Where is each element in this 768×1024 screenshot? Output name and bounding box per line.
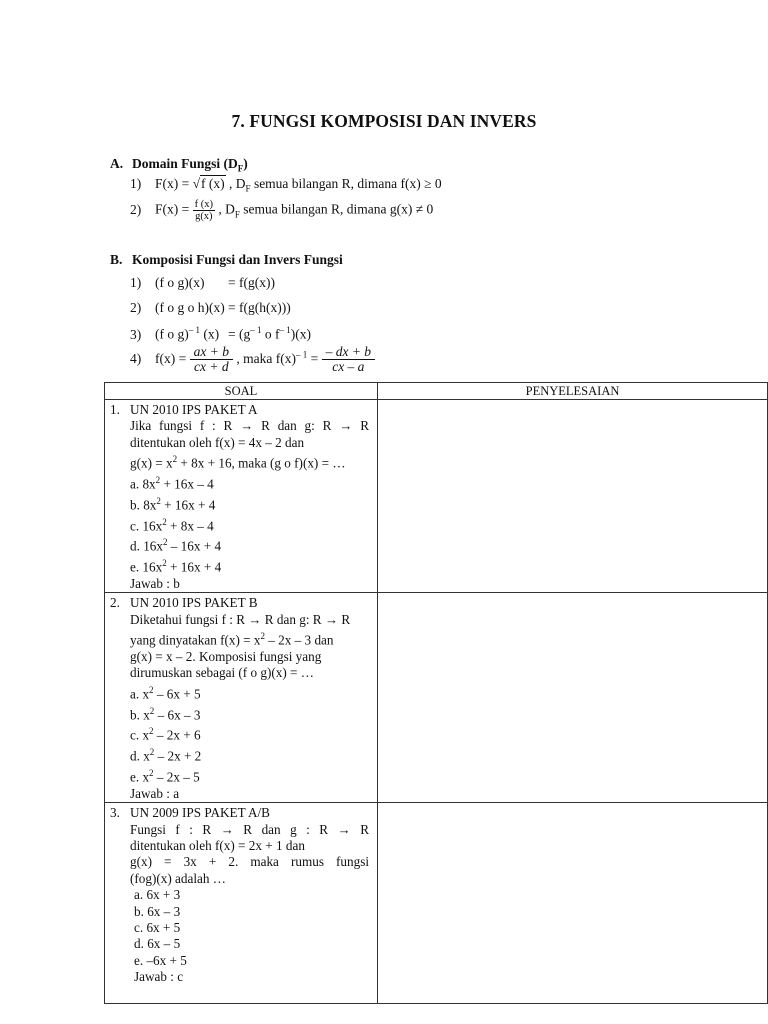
formula-eq: = [307,350,322,366]
question-text: $g(x) = x^2 + 8x + 16$, maka (g o f)(x) = … [130,454,346,471]
formula-rest: , D [215,201,235,217]
section-b-letter: B. [110,252,123,267]
option-c: c. 6x + 5 [134,920,181,936]
fraction-denominator: g(x) [195,211,213,223]
question-number: 3. [110,805,120,821]
formula-sub: F [234,209,240,220]
fraction-denominator: cx + d [193,359,229,375]
fraction [322,345,375,374]
option-a: a. $x^2 - 6x + 5$ [130,684,201,702]
question-source: UN 2010 IPS PAKET B [130,595,258,611]
fraction-numerator: ax + b [190,345,233,360]
question-number: 1. [110,402,120,417]
domain-item-2 [130,199,433,222]
lhs-sup: – 1 [188,325,200,335]
rhs-part: = (g [228,326,251,342]
item-number: 3) [130,326,142,342]
section-a-letter: A. [110,156,124,171]
question-cell-1 [105,400,378,593]
section-a-end: ) [243,156,248,171]
option-d: d. 6x – 5 [134,936,181,952]
answer-text: Jawab : a [130,785,180,801]
answer-cell-1[interactable] [378,400,768,593]
option-c: c. $16x^2 + 8x - 4$ [130,516,214,533]
section-a-sub: F [237,163,244,174]
option-e: e. $16x^2 + 16x + 4$ [130,558,222,575]
question-source: UN 2009 IPS PAKET A/B [130,805,270,821]
header-soal: SOAL [105,383,378,400]
fraction-numerator: f (x) [194,199,213,210]
item-number: 4) [130,350,142,366]
formula-lhs [155,325,228,343]
section-a-title: Domain Fungsi (D [132,156,238,171]
composition-item-4 [130,345,375,374]
formula-rest: , D [225,176,246,191]
question-text: g(x) = 3x + 2. maka rumus fungsi [130,854,369,870]
option-d: d. $16x^2 - 16x + 4$ [130,537,222,554]
item-number: 2) [130,201,142,217]
composition-item-3 [130,325,311,343]
fraction-denominator: cx – a [332,359,365,375]
option-d: d. $x^2 - 2x + 2$ [130,747,202,764]
fraction [190,345,233,374]
section-a-heading [110,156,248,174]
rhs-sup: – 1 [279,325,291,335]
soal-table [104,382,768,1004]
section-b-title: Komposisi Fungsi dan Invers Fungsi [132,252,343,267]
lhs-part: (f o g) [155,326,189,342]
formula-tail: semua bilangan R, dimana f(x) ≥ 0 [250,176,442,191]
formula-rhs: = f(g(x)) [228,275,275,290]
question-source: UN 2010 IPS PAKET A [130,402,258,417]
formula-mid: , maka f(x) [232,350,296,366]
table-header-row [105,383,768,400]
rhs-part: o f [261,326,280,342]
formula-tail: semua bilangan R, dimana g(x) ≠ 0 [239,201,434,217]
option-a: a. $8x^2 + 16x - 4$ [130,475,214,492]
question-text: Diketahui fungsi f : R → R dan g: R → R [130,611,351,627]
question-text: ditentukan oleh f(x) = 2x + 1 dan [130,838,305,854]
rhs-part: )(x) [290,326,311,342]
answer-text: Jawab : b [130,576,180,591]
option-b: b. $8x^2 + 16x + 4$ [130,495,216,513]
item-number: 1) [130,176,142,191]
composition-item-1 [130,275,275,291]
answer-cell-2[interactable] [378,593,768,803]
option-e: e. –6x + 5 [134,952,187,968]
question-cell-2 [105,593,378,803]
option-e: e. $x^2 - 2x - 5$ [130,768,200,785]
question-number: 2. [110,595,120,611]
question-text: (fog)(x) adalah … [130,870,226,886]
section-b-heading [110,252,343,268]
answer-text: Jawab : c [134,969,184,985]
option-b: b. 6x – 3 [134,903,181,919]
formula-lhs: (f o g)(x) [155,275,205,290]
fraction [193,199,215,222]
fraction-numerator: – dx + b [322,345,375,360]
question-text: yang dinyatakan $f(x) = x^2 - 2x - 3$ dan [130,631,334,648]
lhs-part: (x) [200,326,220,342]
table-row [105,803,768,1004]
formula-sup: – 1 [295,349,308,360]
answer-cell-3[interactable] [378,803,768,1004]
item-number: 1) [130,275,142,290]
formula-lhs: F(x) = [155,176,193,191]
question-text: ditentukan oleh f(x) = 4x – 2 dan [130,434,305,450]
composition-item-2 [130,300,291,316]
question-text: g(x) = x – 2. Komposisi fungsi yang [130,649,322,665]
radicand: f (x) [201,176,225,191]
formula-lhs: f(x) = [155,350,190,366]
table-row [105,593,768,803]
formula-lhs: (f o g o h)(x) [155,300,225,315]
option-c: c. $x^2 - 2x + 6$ [130,726,201,743]
header-penyelesaian: PENYELESAIAN [378,383,768,400]
question-text: Fungsi f : R → R dan g : R → R [130,821,369,837]
option-b: b. $x^2 - 6x - 3$ [130,705,201,723]
option-a: a. 6x + 3 [134,887,181,903]
formula-sub: F [245,183,251,194]
page-title: 7. FUNGSI KOMPOSISI DAN INVERS [231,111,537,131]
question-cell-3 [105,803,378,1004]
formula-rhs: = f(g(h(x))) [228,300,291,315]
question-text: dirumuskan sebagai (f o g)(x) = … [130,665,314,681]
item-number: 2) [130,300,142,315]
question-text: Jika fungsi f : R → R dan g: R → R [130,418,369,434]
rhs-sup: – 1 [250,325,262,335]
table-row [105,400,768,593]
sqrt-symbol: √f (x) [192,176,225,191]
domain-item-1 [130,176,442,194]
formula-lhs: F(x) = [155,201,193,217]
